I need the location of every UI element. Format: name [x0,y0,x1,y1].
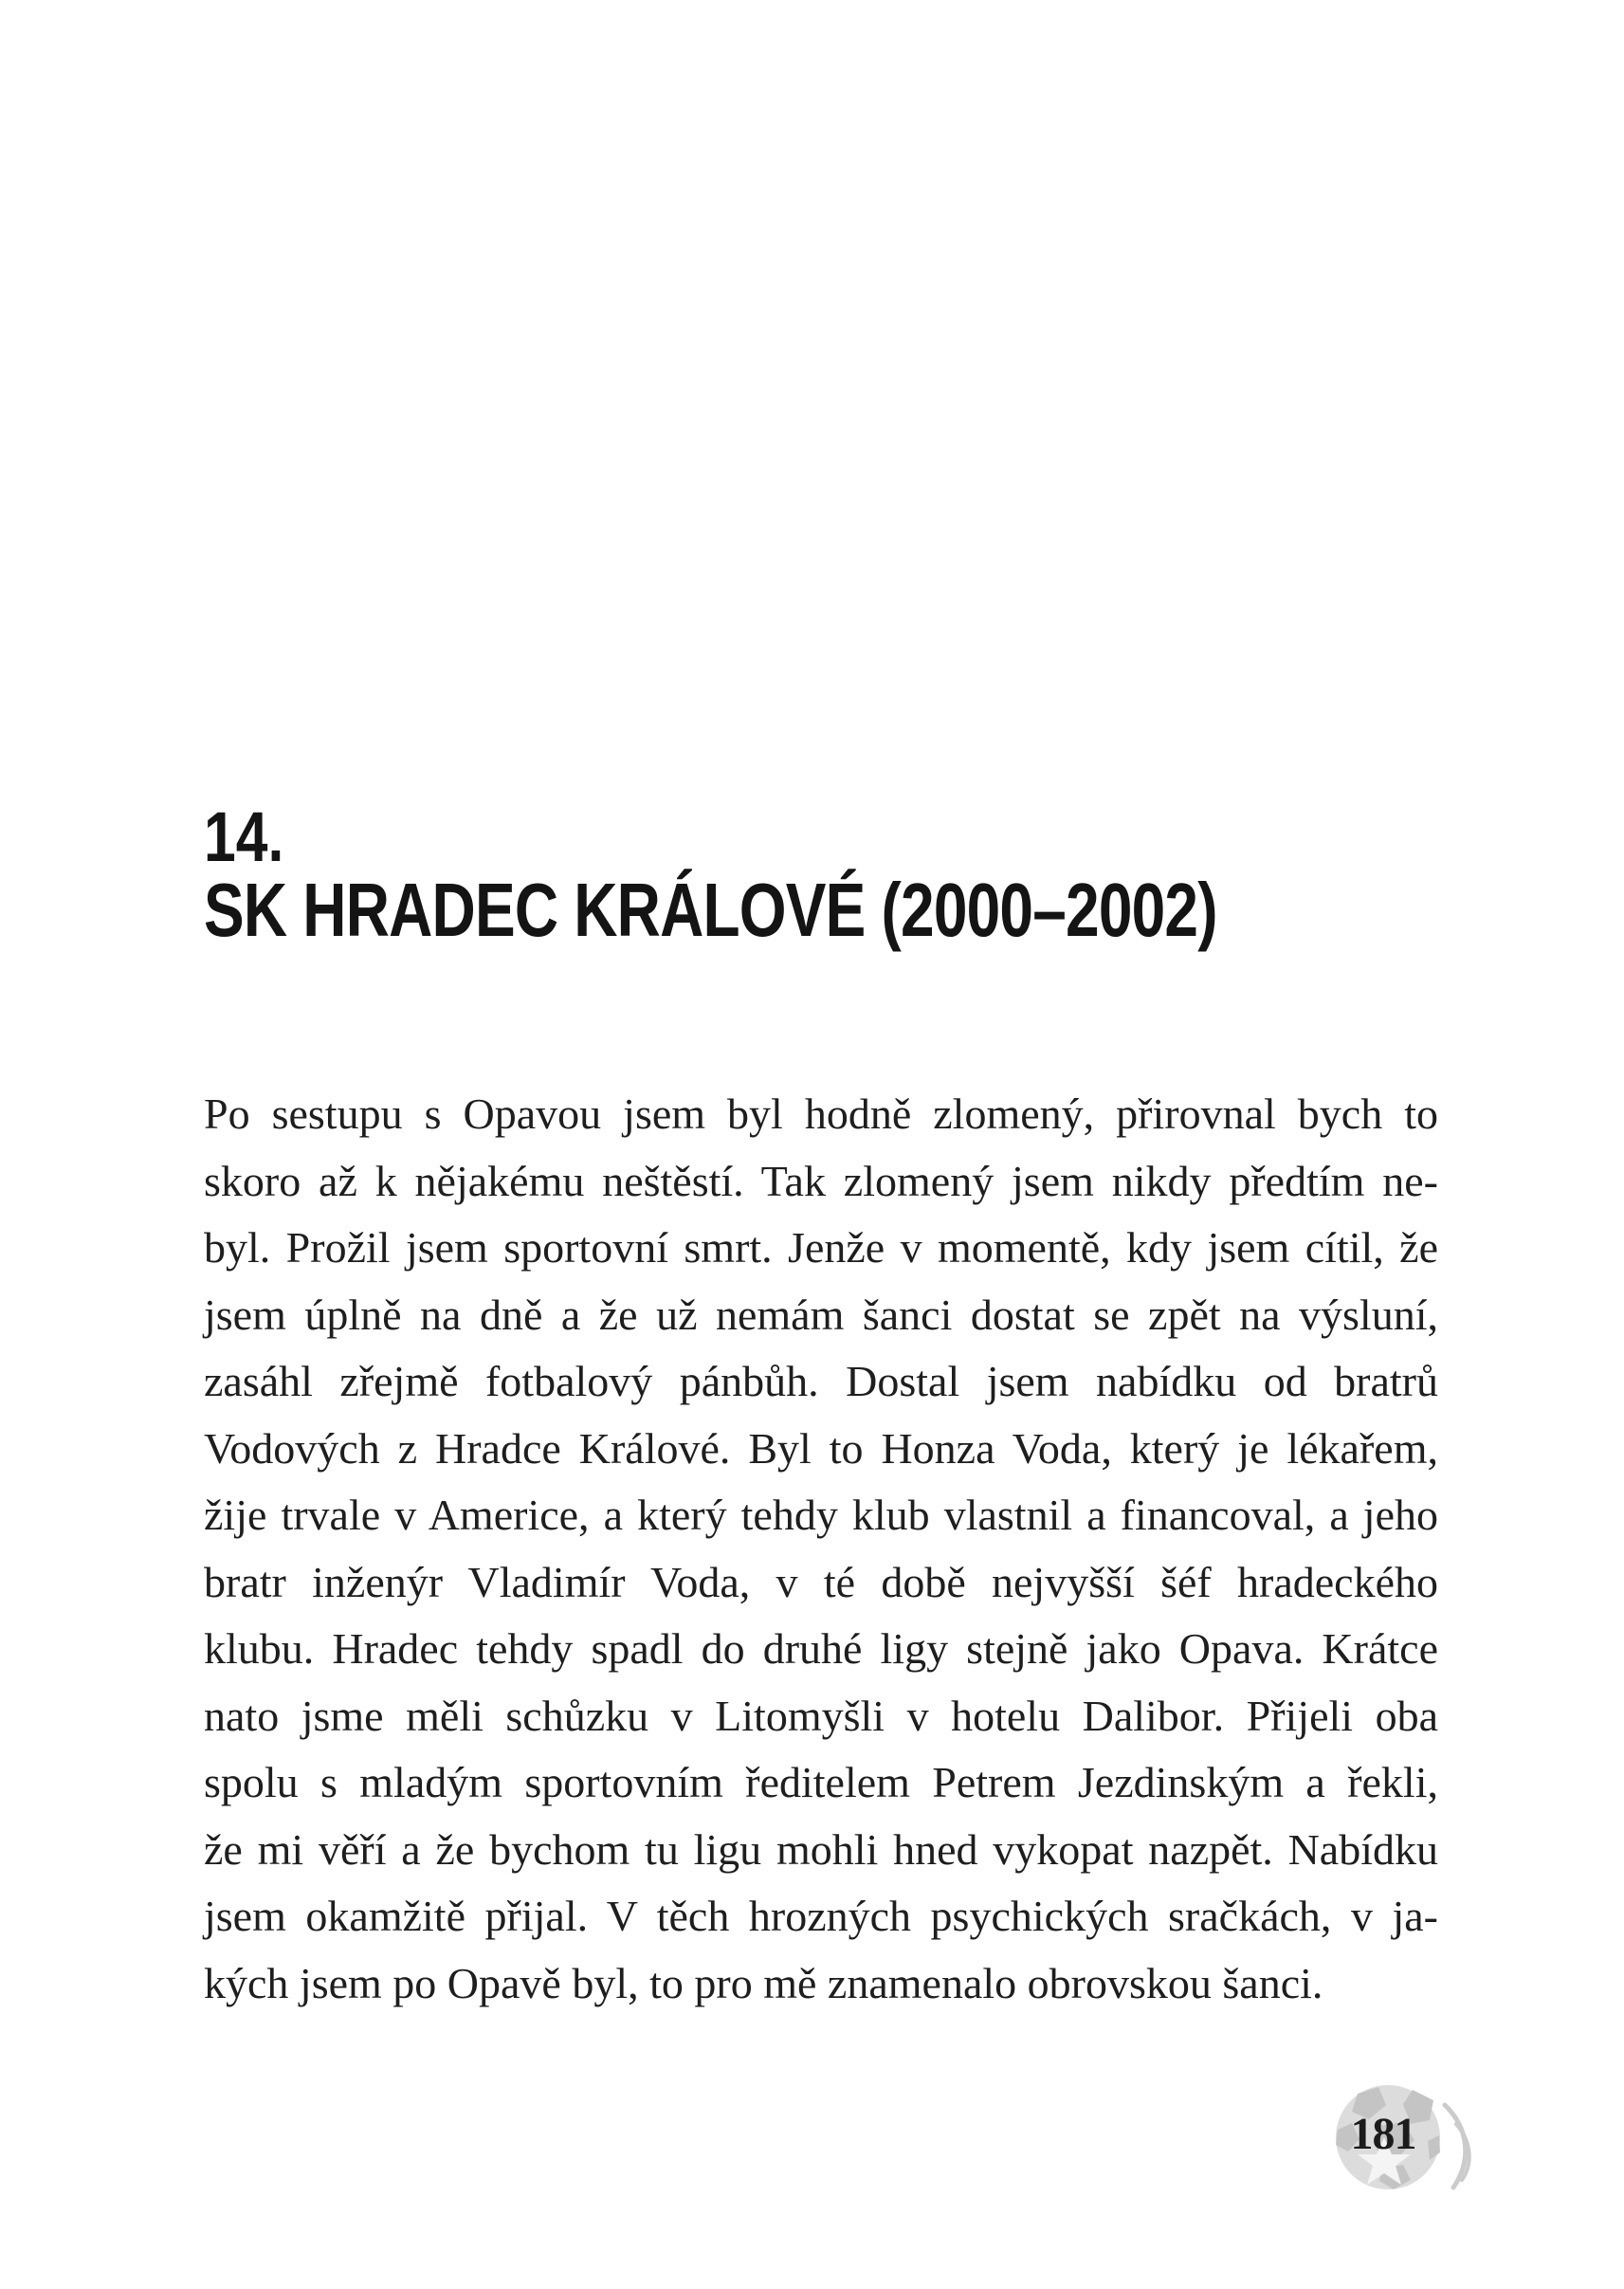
body-line: klubu. Hradec tehdy spadl do druhé ligy stejně jako Opava. Krátce [204,1624,1438,1673]
body-line: jsem úplně na dně a že už nemám šanci dostat se zpět na výsluní, [204,1290,1438,1339]
body-line: kých jsem po Opavě byl, to pro mě znamenalo obrovskou šanci. [204,1958,1323,2007]
body-line: že mi věří a že bychom tu ligu mohli hned vykopat nazpět. Nabídku [204,1824,1438,1874]
body-line: byl. Prožil jsem sportovní smrt. Jenže v momentě, kdy jsem cítil, že [204,1223,1438,1272]
body-line: žije trvale v Americe, a který tehdy klub vlastnil a financoval, a jeho [204,1491,1438,1539]
body-line: Po sestupu s Opavou jsem byl hodně zlomený, přirovnal bych to [204,1090,1438,1138]
page-number: 181 [1350,2109,1416,2159]
chapter-title: SK HRADEC KRÁLOVÉ (2000–2002) [204,868,1217,952]
body-line: jsem okamžitě přijal. V těch hrozných psychických sračkách, v ja- [204,1892,1438,1940]
body-paragraph [204,1081,1438,2017]
body-line: skoro až k nějakému neštěstí. Tak zlomený jsem nikdy předtím ne- [204,1156,1438,1205]
body-line: nato jsme měli schůzku v Litomyšli v hotelu Dalibor. Přijeli oba [204,1691,1438,1740]
chapter-number: 14. [204,797,284,876]
body-line: bratr inženýr Vladimír Voda, v té době nejvyšší šéf hradeckého [204,1557,1438,1606]
page-number-badge [1329,2080,1477,2200]
body-line: Vodových z Hradce Králové. Byl to Honza Voda, který je lékařem, [204,1423,1438,1473]
body-line: spolu s mladým sportovním ředitelem Petrem Jezdinským a řekli, [204,1758,1438,1806]
body-line: zasáhl zřejmě fotbalový pánbůh. Dostal jsem nabídku od bratrů [204,1357,1438,1405]
